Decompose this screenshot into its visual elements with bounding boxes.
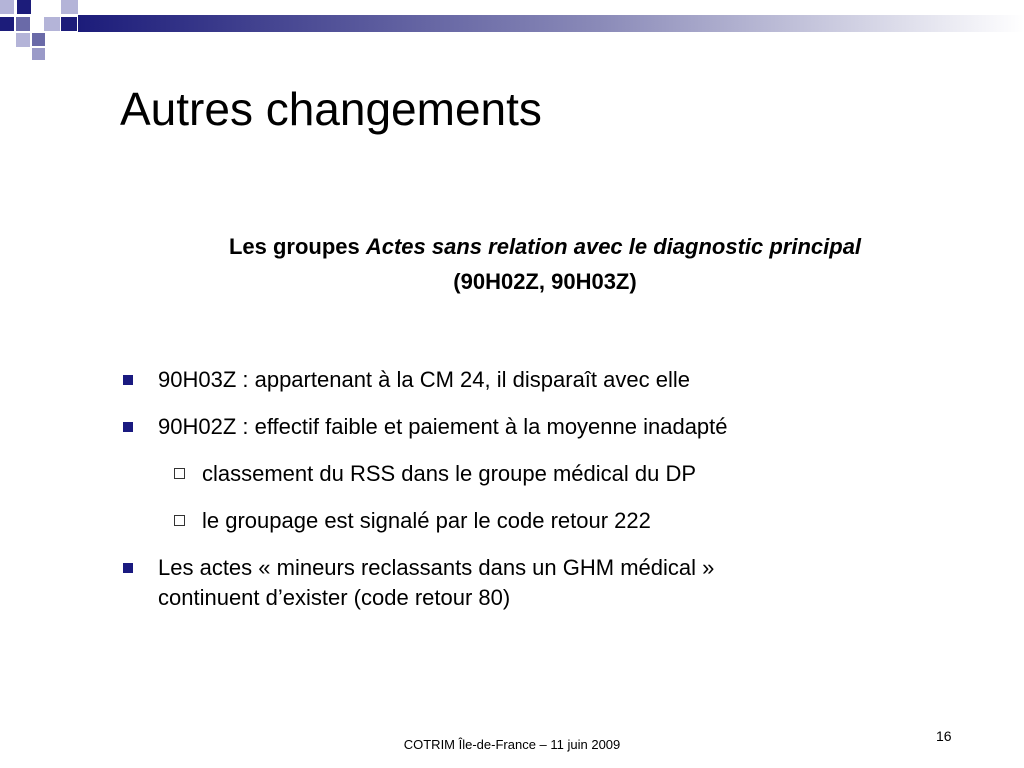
deco-square (0, 0, 14, 14)
deco-square (32, 48, 45, 60)
hollow-square-bullet-icon (174, 515, 185, 526)
sub-bullet-item (120, 506, 900, 536)
bullet-text-line-2: continuent d’exister (code retour 80) (158, 585, 511, 610)
deco-square (44, 17, 60, 31)
bullet-text: 90H02Z : effectif faible et paiement à la moyenne inadapté (158, 414, 728, 439)
subtitle-line-2: (90H02Z, 90H03Z) (453, 269, 637, 294)
header-decoration (0, 0, 1024, 70)
page-number: 16 (936, 728, 952, 744)
bullet-item (120, 553, 900, 613)
deco-square (61, 0, 78, 14)
deco-square (16, 33, 30, 47)
deco-square (16, 17, 30, 31)
bullet-list (120, 365, 900, 630)
sub-bullet-text: le groupage est signalé par le code retour 222 (202, 508, 651, 533)
square-bullet-icon (123, 422, 133, 432)
slide-subtitle (120, 229, 970, 299)
deco-square (0, 17, 14, 31)
square-bullet-icon (123, 563, 133, 573)
slide-footer: COTRIM Île-de-France – 11 juin 2009 (403, 737, 621, 752)
sub-bullet-item (120, 459, 900, 489)
square-bullet-icon (123, 375, 133, 385)
subtitle-italic: Actes sans relation avec le diagnostic principal (365, 234, 862, 259)
slide-title: Autres changements (120, 83, 542, 135)
bullet-text: 90H03Z : appartenant à la CM 24, il disparaît avec elle (158, 367, 690, 392)
bullet-text-line-1: Les actes « mineurs reclassants dans un GHM médical » (158, 555, 715, 580)
deco-square (17, 0, 31, 14)
deco-square (61, 17, 77, 31)
deco-square (32, 33, 45, 46)
bullet-item (120, 365, 900, 395)
bullet-item (120, 412, 900, 442)
header-gradient-band (78, 15, 1024, 32)
subtitle-line-1 (120, 229, 970, 264)
hollow-square-bullet-icon (174, 468, 185, 479)
sub-bullet-text: classement du RSS dans le groupe médical du DP (202, 461, 697, 486)
subtitle-prefix: Les groupes (228, 234, 366, 259)
